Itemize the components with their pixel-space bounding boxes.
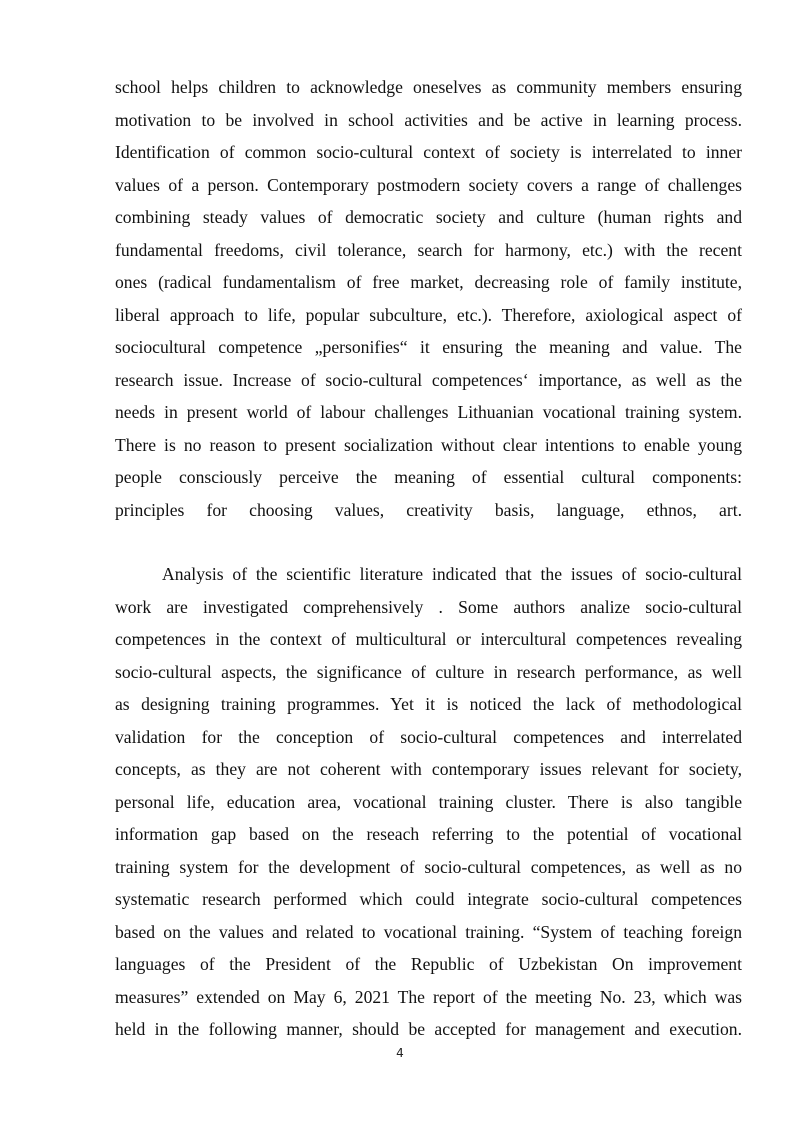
- text-line: motivation to be involved in school activities and be active in learning process.: [115, 109, 742, 130]
- text-line: socio-cultural aspects, the significance of culture in research performance, as well: [115, 661, 742, 682]
- text-line: principles for choosing values, creativity basis, language, ethnos, art.: [115, 499, 742, 520]
- page-number: 4: [396, 1046, 404, 1060]
- text-line: held in the following manner, should be accepted for management and execution.: [115, 1019, 742, 1039]
- text-line: needs in present world of labour challenges Lithuanian vocational training system.: [115, 402, 742, 422]
- text-line: values of a person. Contemporary postmodern society covers a range of challenges: [115, 174, 742, 195]
- text-line: personal life, education area, vocational training cluster. There is also tangible: [115, 791, 742, 812]
- text-line: fundamental freedoms, civil tolerance, search for harmony, etc.) with the recent: [115, 239, 742, 260]
- text-line: competences in the context of multicultural or intercultural competences revealing: [115, 629, 742, 649]
- text-line: information gap based on the reseach referring to the potential of vocational: [115, 824, 742, 844]
- text-line: Analysis of the scientific literature indicated that the issues of socio-cultural: [162, 564, 742, 584]
- text-line: ones (radical fundamentalism of free market, decreasing role of family institute,: [115, 272, 742, 292]
- text-line: sociocultural competence „personifies“ it ensuring the meaning and value. The: [115, 337, 742, 357]
- text-line: as designing training programmes. Yet it is noticed the lack of methodological: [115, 694, 742, 714]
- text-line: measures” extended on May 6, 2021 The report of the meeting No. 23, which was: [115, 986, 742, 1007]
- text-line: languages of the President of the Republic of Uzbekistan On improvement: [115, 954, 742, 974]
- text-line: training system for the development of socio-cultural competences, as well as no: [115, 856, 742, 877]
- text-line: liberal approach to life, popular subculture, etc.). Therefore, axiological aspect of: [115, 304, 742, 325]
- text-line: school helps children to acknowledge oneselves as community members ensuring: [115, 77, 742, 97]
- text-line: validation for the conception of socio-cultural competences and interrelated: [115, 726, 742, 747]
- text-line: based on the values and related to vocational training. “System of teaching foreign: [115, 921, 742, 942]
- text-line: concepts, as they are not coherent with contemporary issues relevant for society,: [115, 759, 742, 779]
- text-line: systematic research performed which could integrate socio-cultural competences: [115, 889, 742, 909]
- text-line: research issue. Increase of socio-cultural competences‘ importance, as well as the: [115, 369, 742, 390]
- text-line: work are investigated comprehensively . Some authors analize socio-cultural: [115, 596, 742, 617]
- text-line: Identification of common socio-cultural context of society is interrelated to inner: [115, 142, 742, 162]
- text-line: people consciously perceive the meaning of essential cultural components:: [115, 467, 742, 487]
- text-line: combining steady values of democratic society and culture (human rights and: [115, 207, 742, 227]
- text-line: There is no reason to present socialization without clear intentions to enable young: [115, 434, 742, 455]
